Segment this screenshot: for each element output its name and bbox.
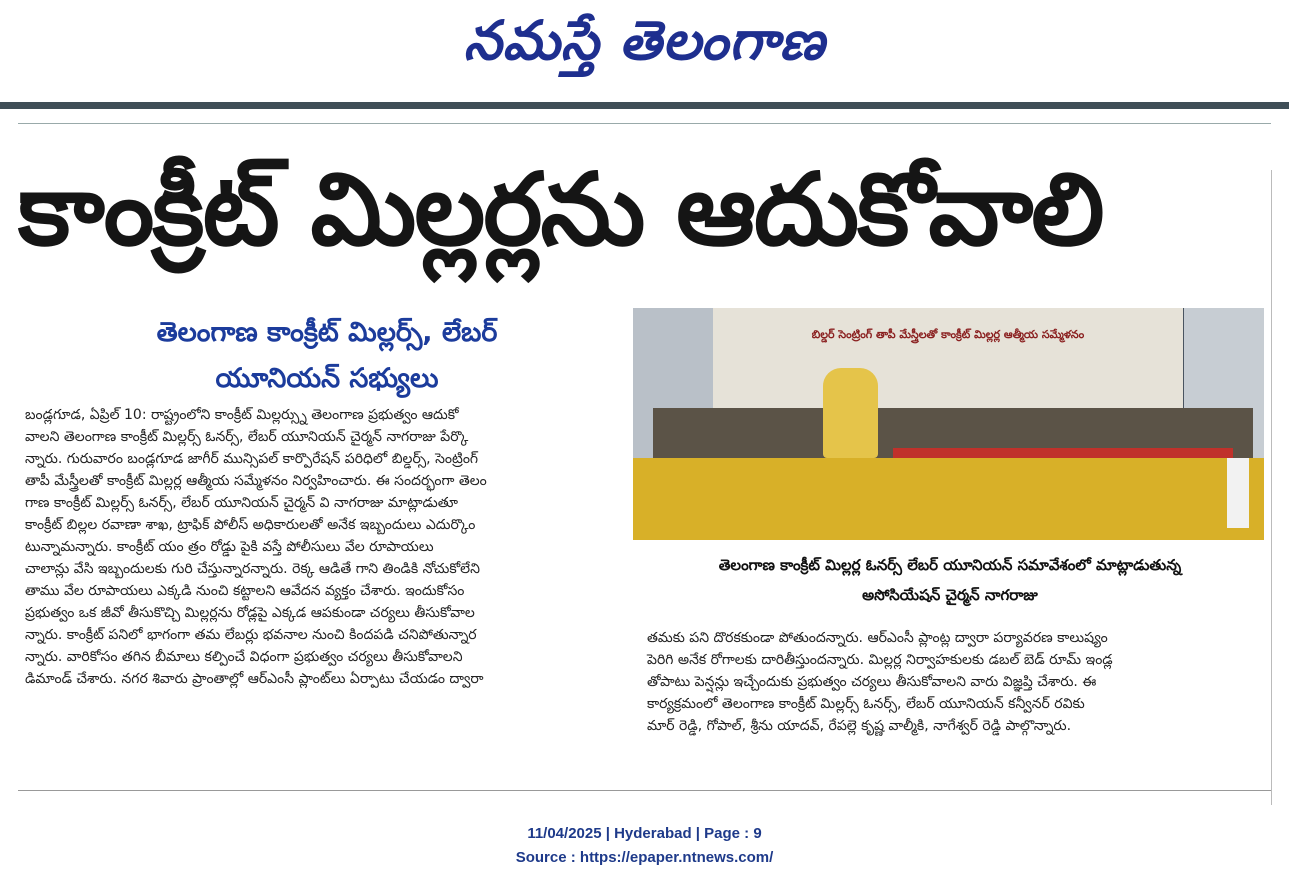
subhead-line: తెలంగాణ కాంక్రీట్ మిల్లర్స్, లేబర్ xyxy=(156,317,498,348)
body-line: తమకు పని దొరకకుండా పోతుందన్నారు. ఆర్‌ఎంసీ ప్లాంట్ల ద్వారా పర్యావరణ కాలుష్యం xyxy=(647,630,1108,646)
body-line: తాము వేల రూపాయలు ఎక్కడి నుంచి కట్టాలని ఆవేదన వ్యక్తం చేశారు. ఇందుకోసం xyxy=(25,583,465,599)
body-line: మార్ రెడ్డి, గోపాల్, శ్రీను యాదవ్, రేపల్లె కృష్ణ వాల్మీకి, నాగేశ్వర్ రెడ్డి పాల్గొన్నారు. xyxy=(647,718,1072,734)
photo-table-cloth-yellow xyxy=(633,458,1264,540)
body-line: డిమాండ్ చేశారు. నగర శివారు ప్రాంతాల్లో ఆర్‌ఎంసీ ప్లాంట్‌లు ఏర్పాటు చేయడం ద్వారా xyxy=(25,671,484,687)
news-photo xyxy=(633,308,1264,540)
caption-line: అసోసియేషన్ చైర్మన్ నాగరాజు xyxy=(862,586,1038,604)
subhead-line: యూనియన్ సభ్యులు xyxy=(215,363,439,394)
masthead-title: నమస్తే తెలంగాణ xyxy=(463,8,826,72)
bottom-rule xyxy=(18,790,1271,791)
photo-chair xyxy=(1227,458,1249,528)
article-subhead xyxy=(22,310,632,402)
body-line: తోపాటు పెన్షన్లు ఇచ్చేందుకు ప్రభుత్వం చర్యలు తీసుకోవాలని వారు విజ్ఞప్తి చేశారు. ఈ xyxy=(647,674,1097,690)
caption-line: తెలంగాణ కాంక్రీట్ మిల్లర్ల ఓనర్స్ లేబర్ యూనియన్ సమావేశంలో మాట్లాడుతున్న xyxy=(718,556,1182,574)
body-line: కార్యక్రమంలో తెలంగాణ కాంక్రీట్ మిల్లర్స్ ఓనర్స్, లేబర్ యూనియన్ కన్వీనర్ రవికు xyxy=(647,696,1085,712)
body-line: తాపీ మేస్త్రీలతో కాంక్రీట్ మిల్లర్ల ఆత్మీయ సమ్మేళనం నిర్వహించారు. ఈ సందర్భంగా తెలం xyxy=(25,473,487,489)
body-line: న్నారు. గురువారం బండ్లగూడ జాగీర్ మున్సిపల్ కార్పొరేషన్ పరిధిలో బిల్డర్స్, సెంట్రింగ్ xyxy=(25,451,479,467)
body-line: న్నారు. వారికోసం తగిన బీమాలు కల్పించే విధంగా ప్రభుత్వం చర్యలు తీసుకోవాలని xyxy=(25,649,463,665)
newspaper-masthead xyxy=(0,0,1289,98)
body-line: న్నారు. కాంక్రీట్ పనిలో భాగంగా తమ లేబర్లు భవనాల నుంచి కిందపడి చనిపోతున్నార xyxy=(25,627,477,643)
body-line: ప్రభుత్వం ఒక జీవో తీసుకొచ్చి మిల్లర్లను రోడ్లపై ఎక్కడ ఆపకుండా చర్యలు తీసుకోవాల xyxy=(25,605,475,621)
article-body-right-column xyxy=(647,627,1252,737)
body-line: పెరిగి అనేక రోగాలకు దారితీస్తుందన్నారు. మిల్లర్ల నిర్వాహకులకు డబల్ బెడ్ రూమ్ ఇండ్ల xyxy=(647,652,1113,668)
footer-date-page: 11/04/2025 | Hyderabad | Page : 9 xyxy=(527,825,762,842)
article-body-left-column xyxy=(25,404,625,690)
page-footer xyxy=(0,822,1289,870)
footer-source-link[interactable]: Source : https://epaper.ntnews.com/ xyxy=(515,849,774,866)
photo-banner-text: బిల్డర్ సెంట్రింగ్ తాపీ మేస్త్రీలతో కాంక్రీట్ మిల్లర్ల ఆత్మీయ సమ్మేళనం xyxy=(811,328,1085,341)
body-line: కాంక్రీట్ బిల్లల రవాణా శాఖ, ట్రాఫిక్ పోలీస్ అధికారులతో అనేక ఇబ్బందులు ఎదుర్కొం xyxy=(25,517,476,533)
body-line: చాలాన్లు వేసి ఇబ్బందులకు గురి చేస్తున్నారన్నారు. రెక్క ఆడితే గాని తిండికి నోచుకోలేని xyxy=(25,561,480,577)
photo-caption xyxy=(640,550,1260,610)
section-divider xyxy=(18,123,1271,124)
column-divider xyxy=(1271,170,1272,805)
body-line: బండ్లగూడ, ఏప్రిల్ 10: రాష్ట్రంలోని కాంక్రీట్ మిల్లర్స్ను తెలంగాణ ప్రభుత్వం ఆదుకో xyxy=(25,407,459,423)
photo-speaker xyxy=(823,368,878,458)
masthead-rule xyxy=(0,102,1289,109)
body-line: గాణ కాంక్రీట్ మిల్లర్స్ ఓనర్స్, లేబర్ యూనియన్ చైర్మన్ వి నాగరాజు మాట్లాడుతూ xyxy=(25,495,458,511)
body-line: టున్నామన్నారు. కాంక్రీట్ యం త్రం రోడ్డు పైకి వస్తే పోలీసులు వేల రూపాయలు xyxy=(25,539,434,555)
article-headline: కాంక్రీట్ మిల్లర్లను ఆదుకోవాలి xyxy=(18,151,1103,268)
body-line: వాలని తెలంగాణ కాంక్రీట్ మిల్లర్స్ ఓనర్స్, లేబర్ యూనియన్ చైర్మన్ నాగరాజు పేర్కొ xyxy=(25,429,469,445)
